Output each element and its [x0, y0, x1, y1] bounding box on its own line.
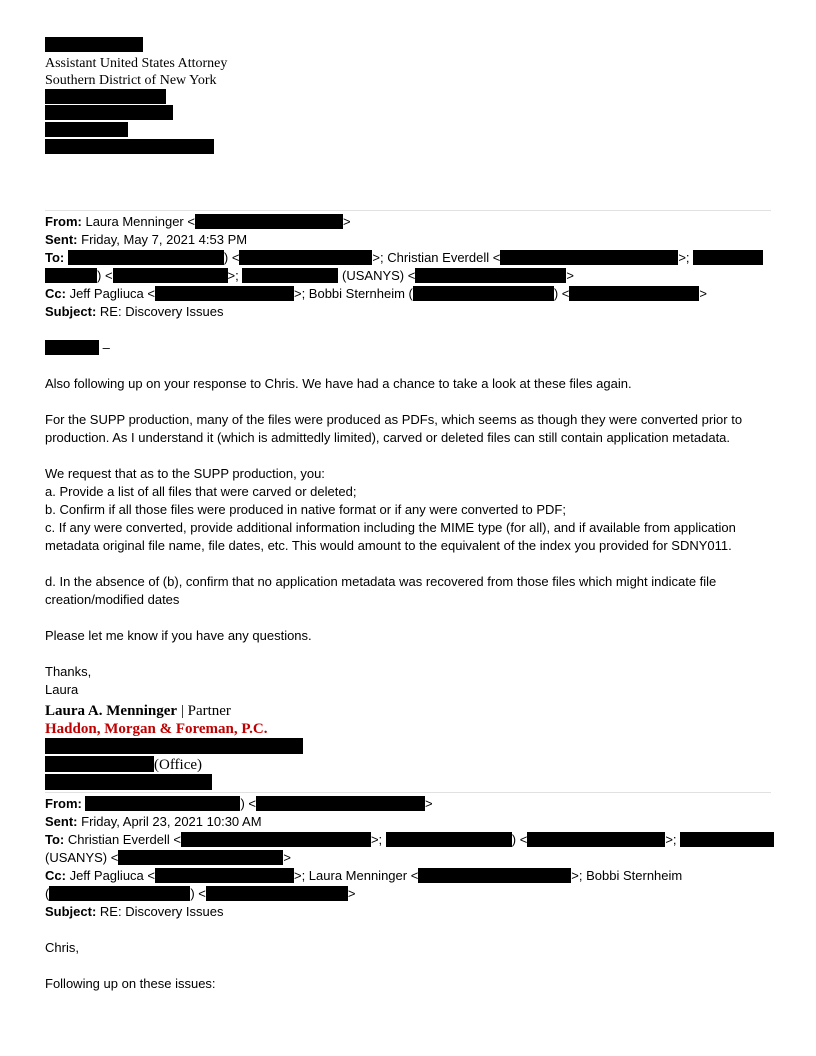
redaction-signature-email — [45, 774, 212, 790]
email1-request-intro: We request that as to the SUPP production, you: — [45, 466, 325, 481]
divider — [45, 210, 771, 211]
email1-para1: Also following up on your response to Chris. We have had a chance to take a look at these files again. — [45, 376, 632, 391]
email1-item-b: b. Confirm if all those files were produced in native format or if any were converted to PDF; — [45, 502, 566, 517]
email2-to-cont: (USANYS) < > — [45, 850, 291, 865]
email1-cc: Cc: Jeff Pagliuca < >; Bobbi Sternheim ( ) < > — [45, 286, 707, 301]
email1-item-c: c. If any were converted, provide additional information including the MIME type (for all), and if available from application metadata original file name, file dates, etc. This would amount to the equivalent of the index you provided for SDNY011. — [45, 520, 736, 553]
document-page — [45, 0, 771, 1056]
redaction-email — [45, 139, 214, 154]
email1-subject: Subject: RE: Discovery Issues — [45, 304, 224, 319]
ausa-title: Assistant United States Attorney — [45, 56, 228, 71]
email2-cc: Cc: Jeff Pagliuca < >; Laura Menninger < >; Bobbi Sternheim — [45, 868, 683, 883]
email2-para1: Following up on these issues: — [45, 976, 216, 991]
redaction-firm-address — [45, 738, 303, 754]
email1-thanks: Thanks, — [45, 664, 92, 679]
email2-subject: Subject: RE: Discovery Issues — [45, 904, 224, 919]
redaction-name — [45, 37, 143, 52]
email1-item-a: a. Provide a list of all files that were carved or deleted; — [45, 484, 357, 499]
email2-from: From: ) < > — [45, 796, 433, 811]
redaction-address-2 — [45, 105, 173, 120]
email2-sent: Sent: Friday, April 23, 2021 10:30 AM — [45, 814, 262, 829]
email1-sent: Sent: Friday, May 7, 2021 4:53 PM — [45, 232, 248, 247]
email1-from: From: Laura Menninger < > — [45, 214, 351, 229]
email1-to: To: ) < >; Christian Everdell < >; — [45, 249, 763, 267]
email2-cc-cont: ( ) < > — [45, 886, 356, 901]
email2-to: To: Christian Everdell < >; ) < >; — [45, 831, 774, 849]
redaction-phone — [45, 122, 128, 137]
signature-firm: Haddon, Morgan & Foreman, P.C. — [45, 721, 268, 737]
ausa-office: Southern District of New York — [45, 73, 217, 88]
email1-greeting: – — [45, 339, 110, 357]
signature-name: Laura A. Menninger | Partner — [45, 703, 231, 719]
email1-to-cont: ) < >; (USANYS) < > — [45, 267, 574, 285]
email1-closing-question: Please let me know if you have any questions. — [45, 628, 312, 643]
redaction-address-1 — [45, 89, 166, 104]
email1-para2: For the SUPP production, many of the files were produced as PDFs, which seems as though they were converted prior to production. As I understand it (which is admittedly limited), carved or deleted files can still contain application metadata. — [45, 412, 743, 445]
divider-2 — [45, 792, 771, 793]
email2-greeting: Chris, — [45, 940, 79, 955]
email1-item-d: d. In the absence of (b), confirm that no application metadata was recovered from those files which might indicate file creation/modified dates — [45, 574, 717, 607]
signature-office-line: (Office) — [45, 756, 202, 774]
email1-signoff: Laura — [45, 682, 79, 697]
